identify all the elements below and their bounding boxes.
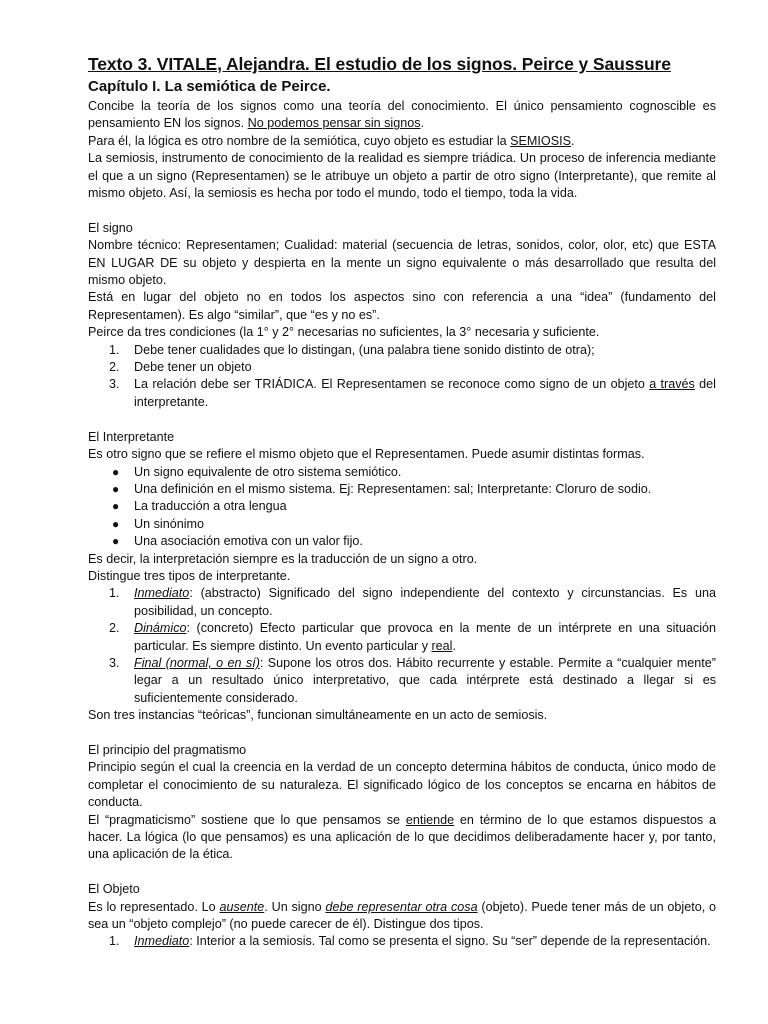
objeto-types-list (88, 933, 716, 950)
section-heading-pragmatismo: El principio del pragmatismo (88, 742, 247, 757)
underlined-term-semiosis: SEMIOSIS (510, 133, 572, 148)
interpretante-paragraph-3: Distingue tres tipos de interpretante. (88, 568, 291, 583)
list-item: 1. Debe tener cualidades que lo distingan, (una palabra tiene sonido distinto de otra); (109, 342, 595, 357)
chapter-heading: Capítulo I. La semiótica de Peirce. (88, 78, 331, 95)
list-item: ● Una definición en el mismo sistema. Ej: Representamen: sal; Interpretante: Cloruro de sodio. (112, 481, 652, 496)
signo-paragraph-3: Peirce da tres condiciones (la 1° y 2° necesarias no suficientes, la 3° necesaria y suficiente. (88, 325, 600, 340)
interpretante-paragraph-1: Es otro signo que se refiere el mismo objeto que el Representamen. Puede asumir distintas formas. (88, 447, 645, 462)
list-item: ● Una asociación emotiva con un valor fijo. (112, 534, 363, 549)
intro-paragraph-1: Concibe la teoría de los signos como una teoría del conocimiento. El único pensamiento cognoscible es pensamiento EN los signos. No podemos pensar sin signos. (88, 99, 716, 131)
section-heading-signo: El signo (88, 220, 133, 235)
list-item: ● La traducción a otra lengua (112, 499, 287, 514)
section-heading-objeto: El Objeto (88, 882, 140, 897)
signo-paragraph-2: Está en lugar del objeto no en todos los aspectos sino con referencia a una “idea” (fundamento del Representamen). Es algo “similar”, que “es y no es”. (88, 290, 716, 322)
pragmatismo-paragraph-1: Principio según el cual la creencia en la verdad de un concepto determina hábitos de conducta, único modo de completar el conocimiento de su naturaleza. El significado lógico de los conceptos se encarna en hábitos de conducta. (88, 760, 716, 810)
interpretante-types-list (88, 585, 716, 707)
list-item: ● Un signo equivalente de otro sistema semiótico. (112, 464, 402, 479)
list-item: 2. Dinámico: (concreto) Efecto particular que provoca en la mente de un intérprete en una situación particular. Es siempre distinto. Un evento particular y real. (109, 621, 716, 653)
intro-paragraph-2: Para él, la lógica es otro nombre de la semiótica, cuyo objeto es estudiar la SEMIOSIS. (88, 133, 575, 148)
interpretante-paragraph-4: Son tres instancias “teóricas”, funcionan simultáneamente en un acto de semiosis. (88, 708, 548, 723)
document-title: Texto 3. VITALE, Alejandra. El estudio de los signos. Peirce y Saussure (88, 54, 671, 74)
document-page (88, 52, 716, 951)
list-item: 1. Inmediato: (abstracto) Significado del signo independiente del contexto y circunstancias. Es una posibilidad, un concepto. (109, 586, 716, 618)
list-item: 2. Debe tener un objeto (109, 360, 252, 375)
underlined-phrase: No podemos pensar sin signos (247, 116, 421, 131)
list-item: 1. Inmediato: Interior a la semiosis. Tal como se presenta el signo. Su “ser” depende de la representación. (109, 934, 711, 949)
list-item: ● Un sinónimo (112, 516, 204, 531)
list-item: 3. Final (normal, o en sí): Supone los otros dos. Hábito recurrente y estable. Permite a “cualquier mente” legar a un resultado único interpretativo, que cada intérprete está destinado a llegar si es suficientemente considerado. (109, 655, 717, 705)
signo-paragraph-1: Nombre técnico: Representamen; Cualidad: material (secuencia de letras, sonidos, color, olor, etc) que ESTA EN LUGAR DE su objeto y despierta en la mente un signo equivalente o más desarrollado que resulta del mismo objeto. (88, 238, 716, 288)
interpretante-paragraph-2: Es decir, la interpretación siempre es la traducción de un signo a otro. (88, 551, 478, 566)
list-item: 3. La relación debe ser TRIÁDICA. El Representamen se reconoce como signo de un objeto a través del interpretante. (109, 377, 716, 409)
pragmatismo-paragraph-2: El “pragmaticismo” sostiene que lo que pensamos se entiende en término de lo que estamos dispuestos a hacer. La lógica (lo que pensamos) es una aplicación de lo que decidimos deliberadamente hacer y, por tanto, una aplicación de la ética. (88, 812, 716, 862)
objeto-paragraph-1: Es lo representado. Lo ausente. Un signo debe representar otra cosa (objeto). Puede tener más de un objeto, o sea un “objeto complejo” (no puede carecer de él). Distingue dos tipos. (88, 899, 717, 932)
interpretante-bullet-list (88, 464, 716, 551)
signo-conditions-list (88, 342, 716, 412)
section-heading-interpretante: El Interpretante (88, 429, 175, 444)
intro-paragraph-3: La semiosis, instrumento de conocimiento de la realidad es siempre triádica. Un proceso de inferencia mediante el que a un signo (Representamen) se le atribuye un objeto a partir de otro signo (Interpretante), que remite al mismo objeto. Así, la semiosis es hecha por todo el mundo, todo el tiempo, toda la vida. (88, 151, 716, 201)
